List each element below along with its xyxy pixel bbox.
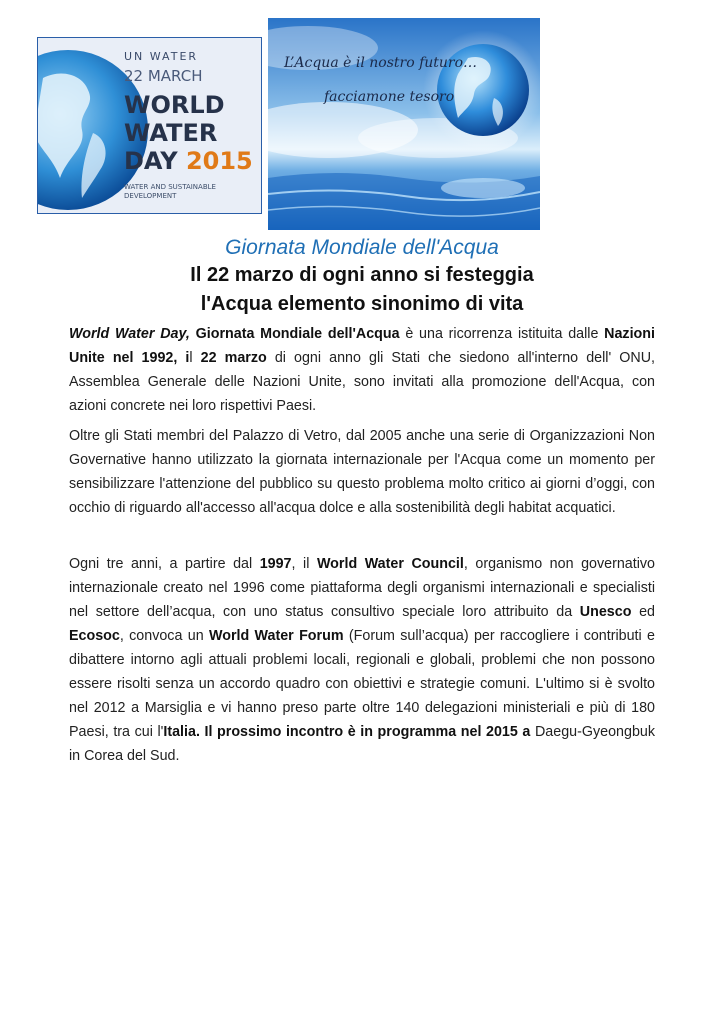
logo-year: 2015 — [185, 147, 253, 175]
p3-d: World Water Council — [316, 556, 464, 572]
p3-l: Italia. Il prossimo incontro è in programma nel 2015 a — [163, 724, 531, 740]
paragraph-3 — [69, 552, 655, 768]
title-block — [60, 234, 664, 319]
p1-e: l — [189, 350, 201, 366]
logo-org: UN WATER — [124, 50, 199, 63]
p3-h: Ecosoc — [69, 628, 120, 644]
logo-subtitle-1: WATER AND SUSTAINABLE — [124, 183, 216, 191]
logo-date: 22 MARCH — [124, 67, 203, 85]
p3-j: World Water Forum — [208, 628, 344, 644]
p3-i: , convoca un — [119, 628, 209, 644]
world-water-day-logo — [37, 37, 262, 214]
logo-line-water: WATER — [124, 119, 218, 147]
p3-b: 1997 — [259, 556, 292, 572]
p1-g: di ogni anno gli Stati che siedono all'interno dell' ONU, Assemblea Generale delle Nazioni Unite, sono invitati alla promozione dell'Acqua, con azioni concrete nei loro rispettivi Paesi. — [69, 350, 656, 414]
logo-line-world: WORLD — [124, 91, 225, 119]
earth-water-image — [268, 18, 540, 230]
subtitle-2: l'Acqua elemento sinonimo di vita — [200, 293, 524, 315]
p1-c: è una ricorrenza istituita dalle — [399, 326, 605, 342]
water-banner-image — [268, 18, 540, 230]
p3-c: , il — [291, 556, 317, 572]
logo-day: DAY — [124, 147, 178, 175]
p3-e: , organismo non governativo internazionale creato nel 1996 come piattaforma degli organismi internazionali e specialisti nel settore dell’acqua, con uno status consultivo speciale loro attribuito da — [69, 556, 655, 620]
logo-line-day — [124, 147, 253, 175]
banner-line-1: L’Acqua è il nostro futuro… — [284, 55, 478, 71]
p1-b: Giornata Mondiale dell'Acqua — [195, 326, 400, 342]
logo-subtitle-2: DEVELOPMENT — [124, 192, 177, 200]
page-title: Giornata Mondiale dell'Acqua — [225, 236, 499, 259]
p3-a: Ogni tre anni, a partire dal — [69, 556, 260, 572]
p3-f: Unesco — [579, 604, 632, 620]
p3-k: (Forum sull’acqua) per raccogliere i contributi e dibattere intorno agli attuali problemi locali, regionali e globali, problemi che non possono essere risolti senza un accordo quadro con obiettivi e strategie comuni. L'ultimo si è svolto nel 2012 a Marsiglia e vi hanno preso parte oltre 140 delegazioni ministeriali e più di 180 Paesi, tra cui l' — [69, 628, 655, 740]
p3-m: Daegu-Gyeongbuk in Corea del Sud. — [69, 724, 655, 764]
p1-a: World Water Day, — [69, 326, 190, 342]
p1-f: 22 marzo — [200, 350, 267, 366]
subtitle-1: Il 22 marzo di ogni anno si festeggia — [190, 264, 534, 286]
banner-line-2: facciamone tesoro — [324, 89, 455, 105]
paragraph-2: Oltre gli Stati membri del Palazzo di Vetro, dal 2005 anche una serie di Organizzazioni Non Governative hanno utilizzato la giornata internazionale per l'Acqua come un momento per sensibilizzare l'attenzione del pubblico su questo problema molto critico ai giorni d’oggi, con occhio di riguardo all'accesso all'acqua dolce e alla sostenibilità degli habitat acquatici. — [69, 428, 655, 516]
logo-subtitle — [124, 183, 216, 201]
p1-d: Nazioni Unite nel 1992, i — [69, 326, 655, 366]
p3-g: ed — [631, 604, 655, 620]
paragraph-1 — [69, 322, 655, 418]
